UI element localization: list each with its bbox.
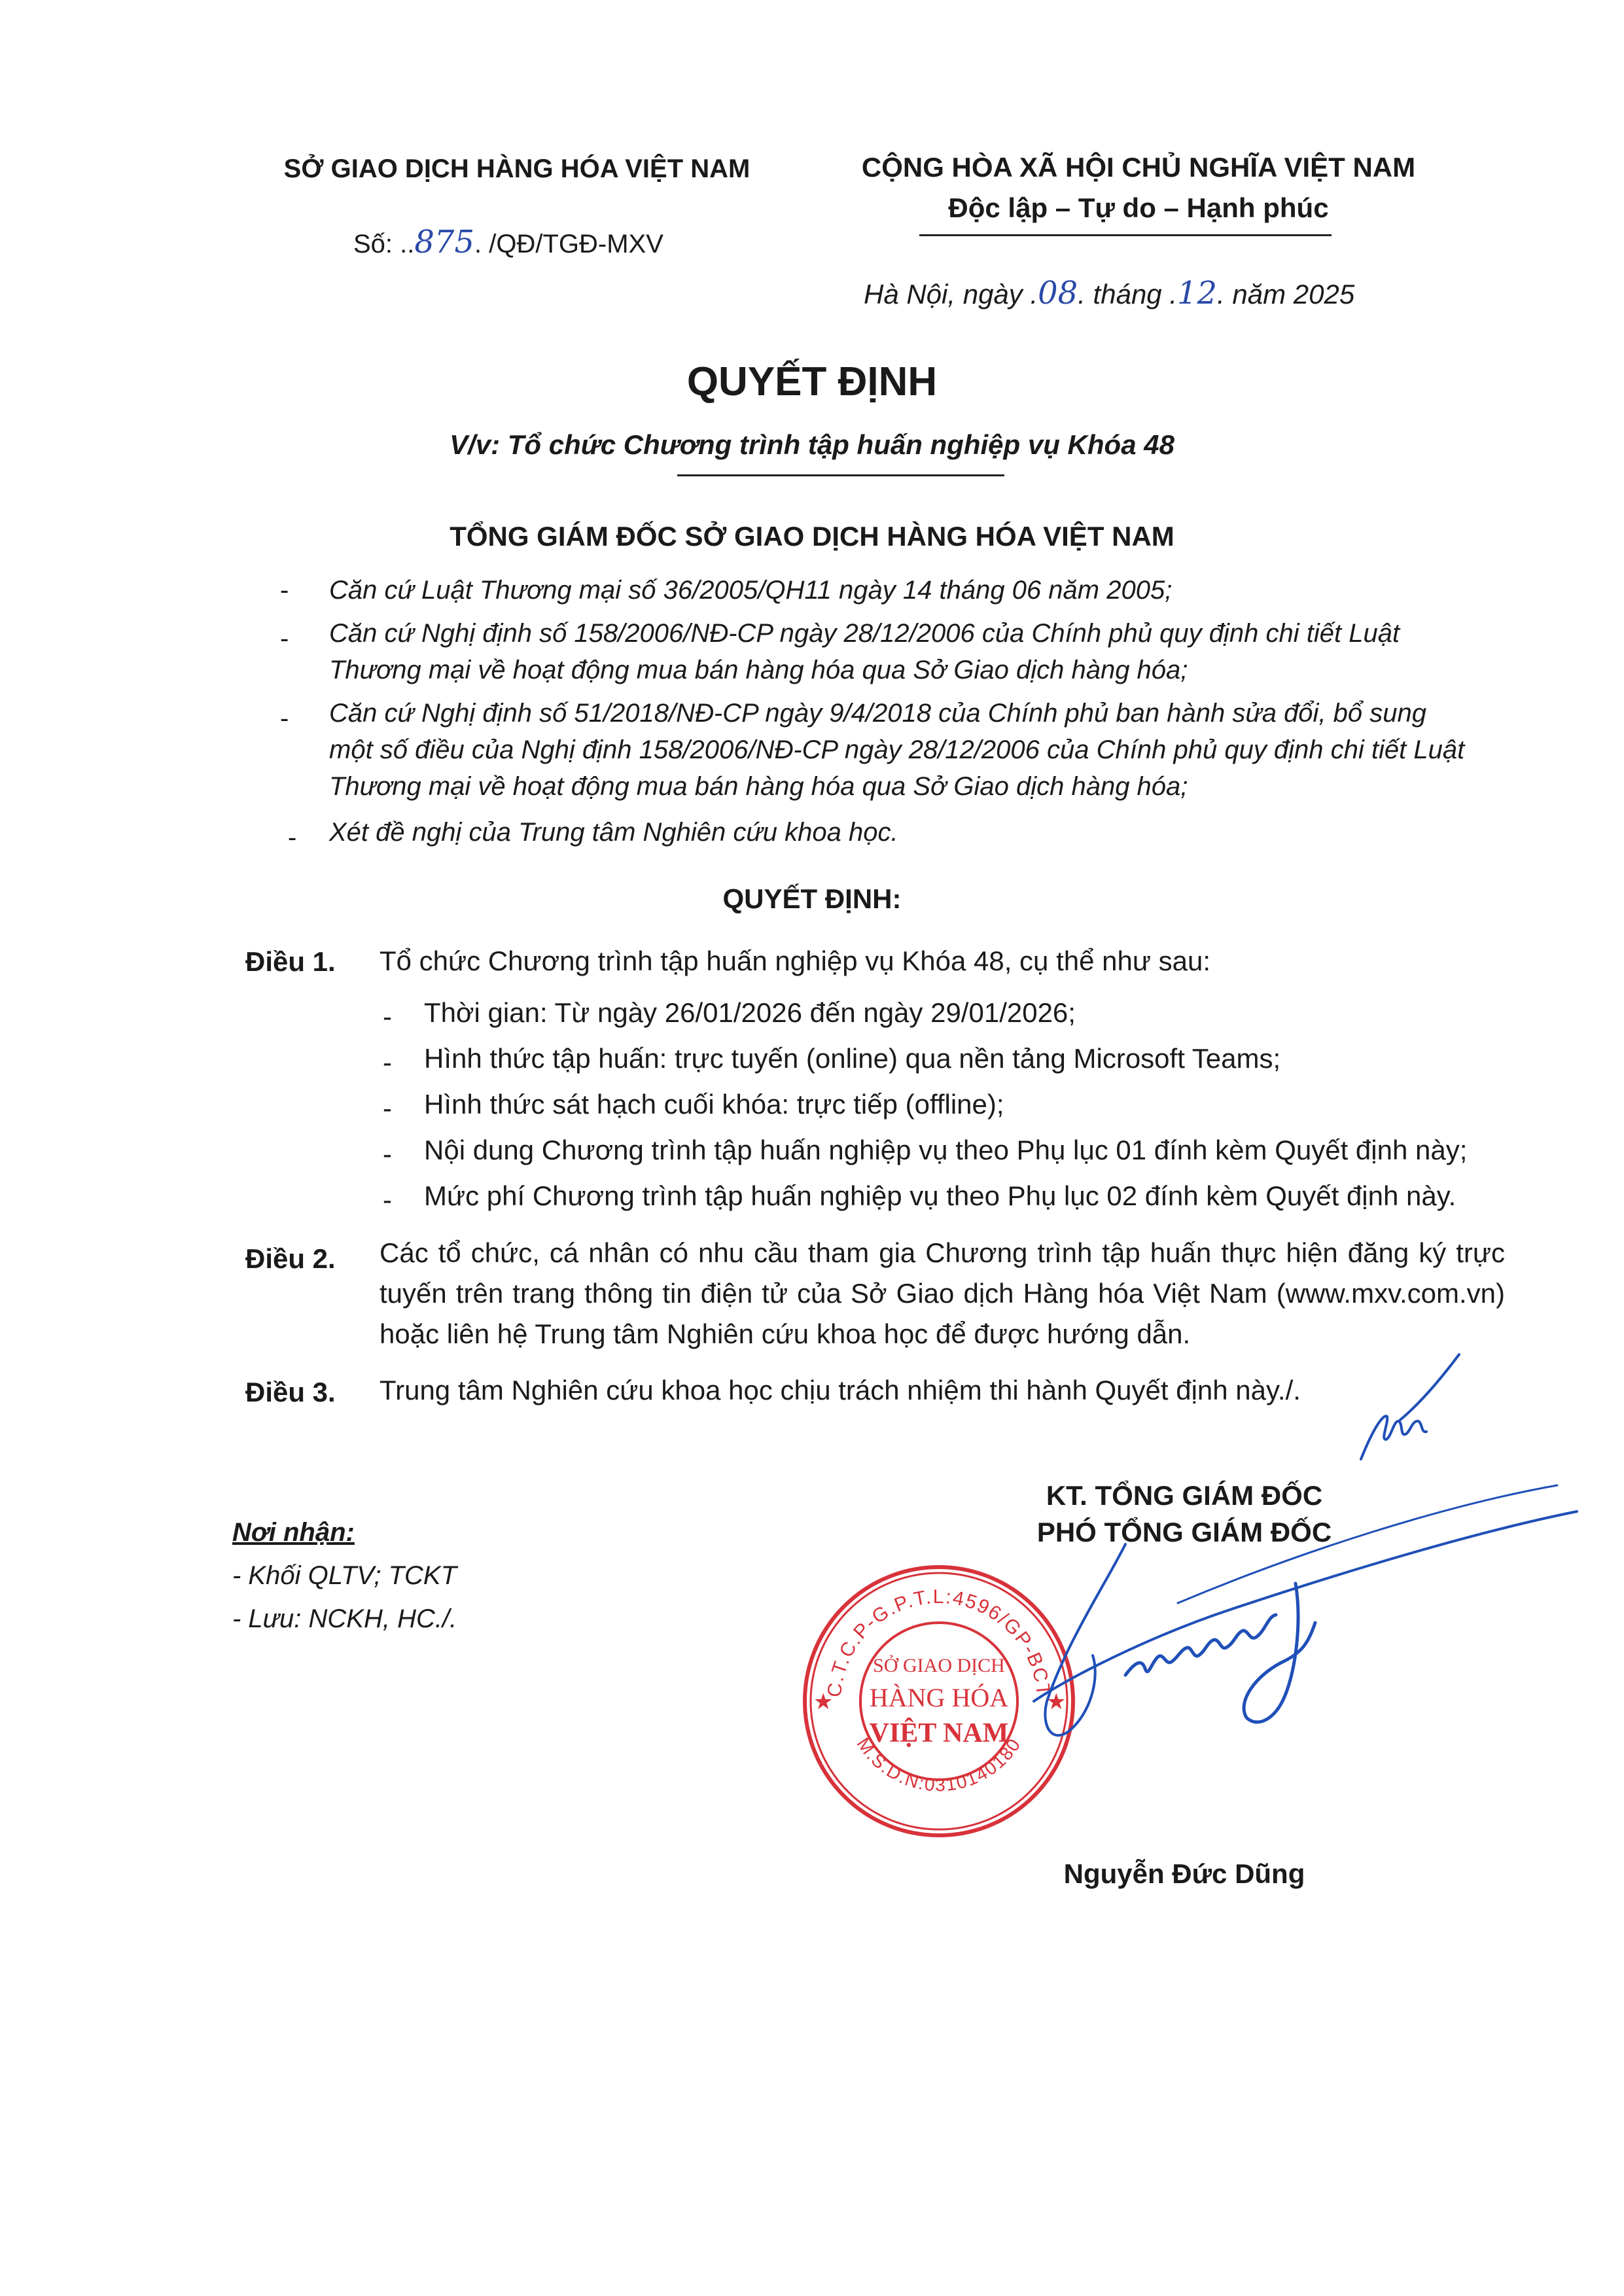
signer-role-line-2: PHÓ TỔNG GIÁM ĐỐC — [1036, 1517, 1332, 1547]
svg-text:C.T.C.P-G.P.T.L:4596/GP-BCT — [824, 1586, 1054, 1698]
article-1-bullet: Mức phí Chương trình tập huấn nghiệp vụ theo Phụ lục 02 đính kèm Quyết định này. — [424, 1180, 1456, 1211]
bullet-dash: - — [383, 1139, 392, 1169]
basis-item: Căn cứ Nghị định số 51/2018/NĐ-CP ngày 9/4/2018 của Chính phủ ban hành sửa đổi, bổ sung một số điều của Nghị định 158/2006/NĐ-CP ngày 28/12/2006 của Chính phủ quy định chi tiết Luật Thương mại về hoạt động mua bán hàng hóa qua Sở Giao dịch hàng hóa; — [329, 699, 1465, 801]
bullet-dash: - — [383, 1001, 392, 1032]
article-3-text: Trung tâm Nghiên cứu khoa học chịu trách nhiệm thi hành Quyết định này./. — [380, 1375, 1301, 1405]
signer-name: Nguyễn Đức Dũng — [1063, 1858, 1305, 1889]
seal-line-2: HÀNG HÓA — [869, 1683, 1009, 1712]
article-1-label: Điều 1. — [245, 946, 336, 977]
date-month: 12 — [1177, 275, 1218, 311]
subject-underline — [677, 474, 1004, 476]
date-mid: . tháng . — [1078, 279, 1177, 309]
decision-subject: V/v: Tổ chức Chương trình tập huấn nghiệp vụ Khóa 48 — [450, 429, 1174, 460]
recipient-item: - Lưu: NCKH, HC./. — [232, 1604, 457, 1633]
seal-line-1: SỞ GIAO DỊCH — [873, 1655, 1005, 1676]
article-1-bullet: Thời gian: Từ ngày 26/01/2026 đến ngày 29/01/2026; — [424, 997, 1076, 1028]
national-title: CỘNG HÒA XÃ HỘI CHỦ NGHĨA VIỆT NAM — [861, 152, 1416, 183]
article-3-label: Điều 3. — [245, 1377, 336, 1407]
seal-ring-bottom-text: M.S.D.N:0310140180 — [853, 1733, 1025, 1795]
article-2-label: Điều 2. — [245, 1243, 336, 1274]
basis-item: Căn cứ Nghị định số 158/2006/NĐ-CP ngày 28/12/2006 của Chính phủ quy định chi tiết Luật Thương mại về hoạt động mua bán hàng hóa qua Sở Giao dịch hàng hóa; — [329, 619, 1400, 684]
motto-underline — [919, 234, 1332, 236]
seal-star-right: ★ — [1046, 1689, 1067, 1715]
place-and-date — [864, 275, 1354, 311]
recipient-item: - Khối QLTV; TCKT — [232, 1561, 457, 1590]
article-2-text: Các tổ chức, cá nhân có nhu cầu tham gia Chương trình tập huấn thực hiện đăng ký trực tuyến trên trang thông tin điện tử của Sở Giao dịch Hàng hóa Việt Nam (www.mxv.com.vn) hoặc liên hệ Trung tâm Nghiên cứu khoa học để được hướng dẫn. — [380, 1237, 1505, 1349]
seal-star-left: ★ — [813, 1689, 834, 1715]
national-motto: Độc lập – Tự do – Hạnh phúc — [948, 192, 1329, 223]
issuing-authority: TỔNG GIÁM ĐỐC SỞ GIAO DỊCH HÀNG HÓA VIỆT NAM — [450, 521, 1174, 552]
date-day: 08 — [1038, 275, 1078, 311]
basis-dash: - — [288, 823, 297, 852]
document-number-prefix: Số: .. — [353, 230, 415, 258]
seal-ring-text: C.T.C.P-G.P.T.L:4596/GP-BCT — [823, 1585, 1055, 1699]
document-number-suffix: . /QĐ/TGĐ-MXV — [474, 230, 663, 258]
handwritten-signature — [1021, 1335, 1590, 1806]
signer-role-line-1: KT. TỔNG GIÁM ĐỐC — [1046, 1480, 1323, 1511]
bullet-dash: - — [383, 1184, 392, 1215]
recipients-title: Nơi nhận: — [232, 1518, 355, 1547]
bullet-dash: - — [383, 1047, 392, 1078]
article-1-bullet: Hình thức tập huấn: trực tuyến (online) qua nền tảng Microsoft Teams; — [424, 1043, 1281, 1074]
date-suffix: . năm 2025 — [1217, 279, 1355, 309]
basis-item: Xét đề nghị của Trung tâm Nghiên cứu khoa học. — [329, 818, 898, 847]
bullet-dash: - — [383, 1093, 392, 1123]
document-number-handwritten: 875 — [414, 224, 475, 260]
basis-item: Căn cứ Luật Thương mại số 36/2005/QH11 ngày 14 tháng 06 năm 2005; — [329, 576, 1173, 605]
article-1-bullet: Hình thức sát hạch cuối khóa: trực tiếp (offline); — [424, 1089, 1004, 1120]
basis-dash: - — [280, 704, 289, 733]
decide-heading: QUYẾT ĐỊNH: — [722, 883, 902, 914]
seal-line-3: VIỆT NAM — [869, 1718, 1009, 1748]
issuing-organization: SỞ GIAO DỊCH HÀNG HÓA VIỆT NAM — [283, 154, 750, 183]
date-prefix: Hà Nội, ngày . — [864, 279, 1038, 309]
basis-dash: - — [280, 576, 289, 605]
document-number — [353, 224, 663, 260]
decision-title: QUYẾT ĐỊNH — [686, 359, 938, 404]
article-1-bullet: Nội dung Chương trình tập huấn nghiệp vụ theo Phụ lục 01 đính kèm Quyết định này; — [424, 1135, 1468, 1165]
basis-dash: - — [280, 624, 289, 653]
article-1-text: Tổ chức Chương trình tập huấn nghiệp vụ Khóa 48, cụ thể như sau: — [380, 945, 1211, 976]
